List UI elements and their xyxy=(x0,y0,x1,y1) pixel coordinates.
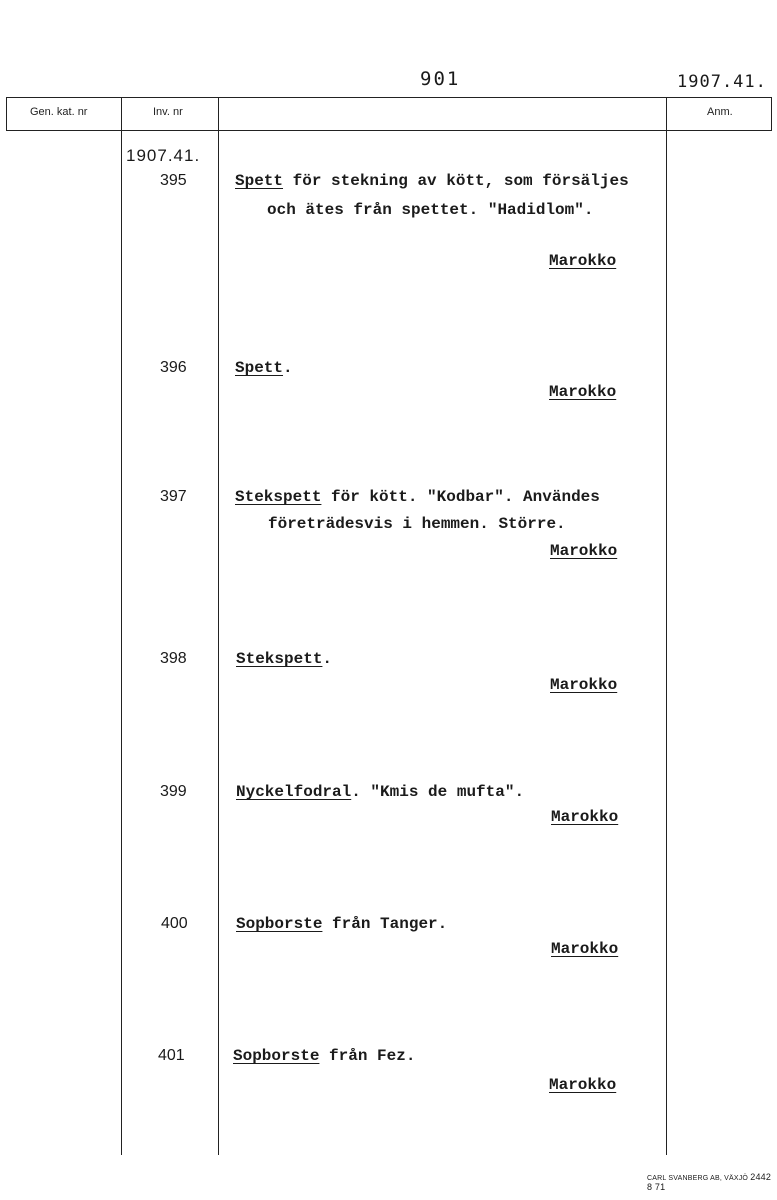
inventory-number: 395 xyxy=(160,172,187,189)
entry-text: . xyxy=(283,359,293,377)
column-header-inv-nr: Inv. nr xyxy=(153,106,183,118)
entry-description xyxy=(236,915,447,933)
entry-description xyxy=(235,172,629,190)
entry-place: Marokko xyxy=(551,808,619,826)
entry-text: från Tanger. xyxy=(322,915,448,933)
column-divider-desc-anm xyxy=(666,97,667,1155)
form-code: 2442 8 71 xyxy=(647,1172,772,1192)
entry-term: Stekspett xyxy=(236,650,323,668)
table-left-edge xyxy=(6,97,7,131)
entry-place: Marokko xyxy=(550,542,618,560)
entry-place: Marokko xyxy=(551,940,619,958)
entry-place: Marokko xyxy=(549,1076,617,1094)
inventory-number: 399 xyxy=(160,783,187,800)
entry-text: . "Kmis de mufta". xyxy=(351,783,525,801)
entry-term: Sopborste xyxy=(233,1047,320,1065)
inventory-number: 396 xyxy=(160,359,187,376)
entry-description xyxy=(236,650,332,668)
column-divider-gen-inv xyxy=(121,97,122,1155)
entry-place: Marokko xyxy=(549,383,617,401)
entry-text: för stekning av kött, som försäljes xyxy=(283,172,629,190)
entry-description-continued: företrädesvis i hemmen. Större. xyxy=(268,515,566,533)
entry-place: Marokko xyxy=(549,252,617,270)
entry-place: Marokko xyxy=(550,676,618,694)
entry-description xyxy=(235,359,293,377)
inventory-number: 401 xyxy=(158,1047,185,1064)
printer-name: CARL SVANBERG AB, VÄXJÖ xyxy=(647,1175,749,1182)
entry-term: Spett xyxy=(235,359,284,377)
header-catalog-number: 1907.41. xyxy=(677,72,767,92)
column-divider-inv-desc xyxy=(218,97,219,1155)
inventory-number: 397 xyxy=(160,488,187,505)
entry-text: för kött. "Kodbar". Användes xyxy=(321,488,600,506)
column-header-gen-kat-nr: Gen. kat. nr xyxy=(30,106,88,118)
entry-term: Nyckelfodral xyxy=(236,783,352,801)
table-right-edge xyxy=(771,97,772,131)
inventory-number: 398 xyxy=(160,650,187,667)
entry-description-continued: och ätes från spettet. "Hadidlom". xyxy=(267,201,594,219)
inventory-number: 400 xyxy=(161,915,188,932)
entry-text: . xyxy=(322,650,333,668)
column-header-anm: Anm. xyxy=(707,106,733,118)
group-label: 1907.41. xyxy=(126,146,201,165)
entry-text: från Fez. xyxy=(319,1047,416,1065)
page-number: 901 xyxy=(420,68,461,90)
entry-description xyxy=(235,488,600,506)
entry-term: Spett xyxy=(235,172,284,190)
entry-description xyxy=(233,1047,415,1065)
entry-description xyxy=(236,783,524,801)
entry-term: Sopborste xyxy=(236,915,323,933)
entry-term: Stekspett xyxy=(235,488,322,506)
printer-imprint xyxy=(647,1172,777,1192)
